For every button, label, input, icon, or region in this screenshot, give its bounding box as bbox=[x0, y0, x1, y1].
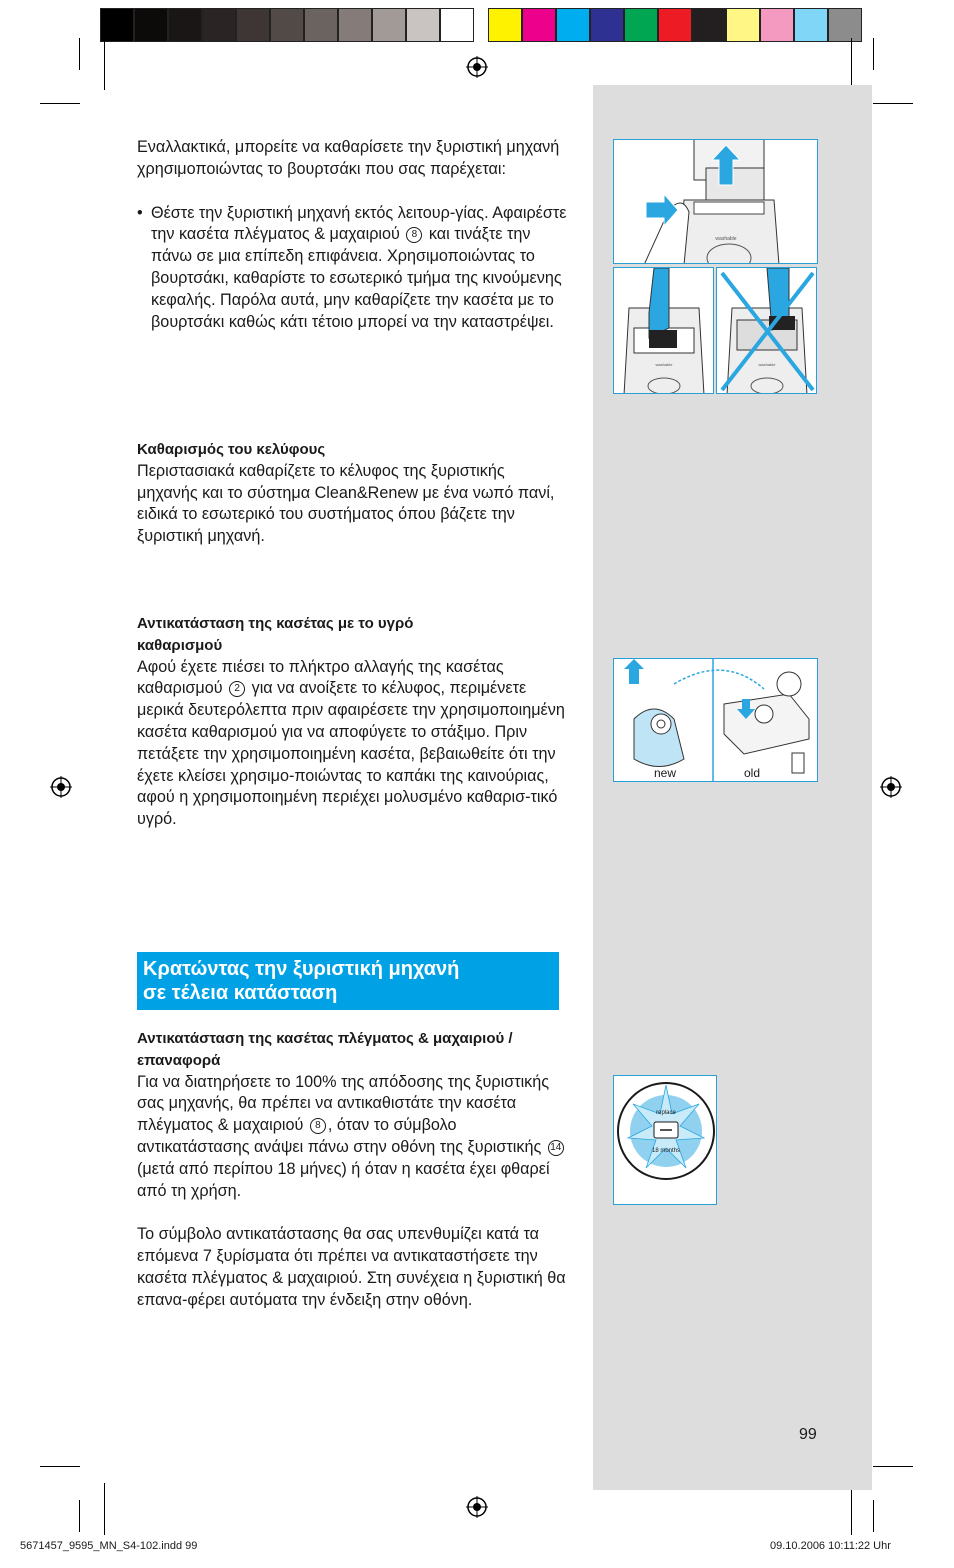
color-swatch bbox=[270, 8, 304, 42]
old-label: old bbox=[744, 766, 761, 780]
bullet-dot: • bbox=[137, 203, 143, 222]
section-foil-replacement bbox=[137, 1028, 567, 1312]
crop-mark bbox=[851, 1483, 852, 1535]
color-swatch bbox=[134, 8, 168, 42]
footer-file: 5671457_9595_MN_S4-102.indd 99 bbox=[20, 1540, 198, 1552]
crop-mark bbox=[104, 1483, 105, 1535]
banner-title-line: σε τέλεια κατάσταση bbox=[143, 982, 338, 1004]
section-banner bbox=[137, 952, 559, 1010]
illustration-brush-incorrect bbox=[716, 267, 817, 394]
dial-top-label: replace bbox=[656, 1110, 676, 1116]
color-swatch bbox=[488, 8, 522, 42]
illustration-cartridge-replacement bbox=[613, 658, 818, 782]
illustration-brush-correct bbox=[613, 267, 714, 394]
color-swatch bbox=[236, 8, 270, 42]
new-label: new bbox=[654, 766, 677, 780]
reference-number: 14 bbox=[548, 1140, 564, 1156]
reference-number: 8 bbox=[406, 227, 422, 243]
color-swatch bbox=[760, 8, 794, 42]
crop-mark bbox=[873, 1500, 874, 1532]
section-paragraph: Το σύμβολο αντικατάστασης θα σας υπενθυμίζει κατά τα επόμενα 7 ξυρίσματα ότι πρέπει να αντικαταστήσετε την κασέτα πλέγματος & μαχαιριού. Στη συνέχεια η ξυριστική θα επανα-φέρει αυτόματα την ένδειξη στην οθόνη. bbox=[137, 1225, 566, 1309]
page-number: 99 bbox=[799, 1426, 817, 1443]
color-swatch bbox=[590, 8, 624, 42]
color-swatch bbox=[338, 8, 372, 42]
bullet-paragraph: Θέστε την ξυριστική μηχανή εκτός λειτουρ-γίας. Αφαιρέστε την κασέτα πλέγματος & μαχαιριού 8 και τινάξτε την πάνω σε μια επίπεδη επιφάνεια. Χρησιμοποιώντας το βουρτσάκι, καθαρίστε το εσωτερικό τμήμα της κινούμενης κεφαλής. Παρόλα αυτά, μην καθαρίζετε την κασέτα με το βουρτσάκι καθώς κάτι τέτοιο μπορεί να την καταστρέψει. bbox=[151, 203, 567, 331]
crop-mark bbox=[873, 103, 913, 104]
footer-timestamp: 09.10.2006 10:11:22 Uhr bbox=[770, 1540, 891, 1552]
color-swatch bbox=[692, 8, 726, 42]
registration-mark-icon bbox=[880, 776, 902, 798]
washable-label: washable bbox=[655, 362, 673, 367]
registration-mark-icon bbox=[466, 56, 488, 78]
dial-bottom-label: 18 months bbox=[651, 1148, 681, 1154]
crop-mark bbox=[104, 38, 105, 90]
reference-number: 2 bbox=[229, 681, 245, 697]
color-swatch bbox=[100, 8, 134, 42]
bullet-item bbox=[137, 203, 567, 334]
brush-cleaning-illustration bbox=[614, 268, 714, 394]
reference-number: 8 bbox=[310, 1118, 326, 1134]
section-brush-cleaning bbox=[137, 137, 567, 333]
illustration-remove-foil bbox=[613, 139, 818, 264]
section-paragraph: Για να διατηρήσετε το 100% της απόδοσης της ξυριστικής σας μηχανής, θα πρέπει να αντικαθιστάτε την κασέτα πλέγματος & μαχαιριού 8 , όταν το σύμβολο αντικατάστασης ανάψει πάνω στην οθόνη της ξυριστικής 14 (μετά από περίπου 18 μήνες) ή όταν η κασέτα έχει φθαρεί από τη χρήση. bbox=[137, 1072, 567, 1203]
washable-label: washable bbox=[758, 362, 776, 367]
registration-mark-icon bbox=[466, 1496, 488, 1518]
illustration-replace-indicator bbox=[613, 1075, 717, 1205]
registration-mark-icon bbox=[50, 776, 72, 798]
color-swatch bbox=[658, 8, 692, 42]
crop-mark bbox=[40, 1466, 80, 1467]
section-cartridge-replacement bbox=[137, 613, 567, 831]
color-swatch bbox=[440, 8, 474, 42]
crop-mark bbox=[873, 38, 874, 70]
color-swatch bbox=[372, 8, 406, 42]
color-swatch bbox=[556, 8, 590, 42]
crop-mark bbox=[851, 38, 852, 90]
color-swatch bbox=[828, 8, 862, 42]
crop-mark bbox=[79, 38, 80, 70]
section-heading: Αντικατάσταση της κασέτας πλέγματος & μαχαιριού / επαναφορά bbox=[137, 1030, 513, 1069]
cartridge-illustration bbox=[614, 659, 818, 782]
section-paragraph: Περιστασιακά καθαρίζετε το κέλυφος της ξυριστικής μηχανής και το σύστημα Clean&Renew με ένα νωπό πανί, ειδικά το εσωτερικό του συστήματος όπου βάζετε την ξυριστική μηχανή. bbox=[137, 461, 555, 546]
color-swatch bbox=[522, 8, 556, 42]
section-housing-cleaning bbox=[137, 439, 567, 548]
color-swatch bbox=[202, 8, 236, 42]
shaver-head-illustration bbox=[614, 140, 818, 264]
banner-title-line: Κρατώντας την ξυριστική μηχανή bbox=[143, 958, 460, 980]
crop-mark bbox=[873, 1466, 913, 1467]
color-swatch bbox=[406, 8, 440, 42]
section-heading: Καθαρισμός του κελύφους bbox=[137, 441, 326, 458]
section-paragraph: Αφού έχετε πιέσει το πλήκτρο αλλαγής της κασέτας καθαρισμού 2 για να ανοίξετε το κέλυφος, περιμένετε μερικά δευτερόλεπτα πριν αφαιρέσετε την χρησιμοποιημένη κασέτα καθαρισμού για να αποφύγετε το στάξιμο. Πριν πετάξετε την χρησιμοποιημένη κασέτα, βεβαιωθείτε ότι την έχετε κλείσει χρησιμο-ποιώντας το καπάκι της καινούριας, αφού η χρησιμοποιημένη περιέχει μολυσμένο καθαρισ-τικό υγρό. bbox=[137, 657, 565, 829]
washable-label: washable bbox=[715, 236, 737, 242]
color-swatch bbox=[794, 8, 828, 42]
intro-paragraph: Εναλλακτικά, μπορείτε να καθαρίσετε την ξυριστική μηχανή χρησιμοποιώντας το βουρτσάκι που σας παρέχεται: bbox=[137, 138, 560, 178]
color-swatch bbox=[726, 8, 760, 42]
brush-wrong-illustration bbox=[717, 268, 817, 394]
replace-dial-icon bbox=[614, 1076, 717, 1205]
section-heading: Αντικατάσταση της κασέτας με το υγρό καθαρισμού bbox=[137, 615, 414, 654]
color-swatch bbox=[624, 8, 658, 42]
color-swatch bbox=[168, 8, 202, 42]
color-swatch bbox=[304, 8, 338, 42]
crop-mark bbox=[79, 1500, 80, 1532]
crop-mark bbox=[40, 103, 80, 104]
